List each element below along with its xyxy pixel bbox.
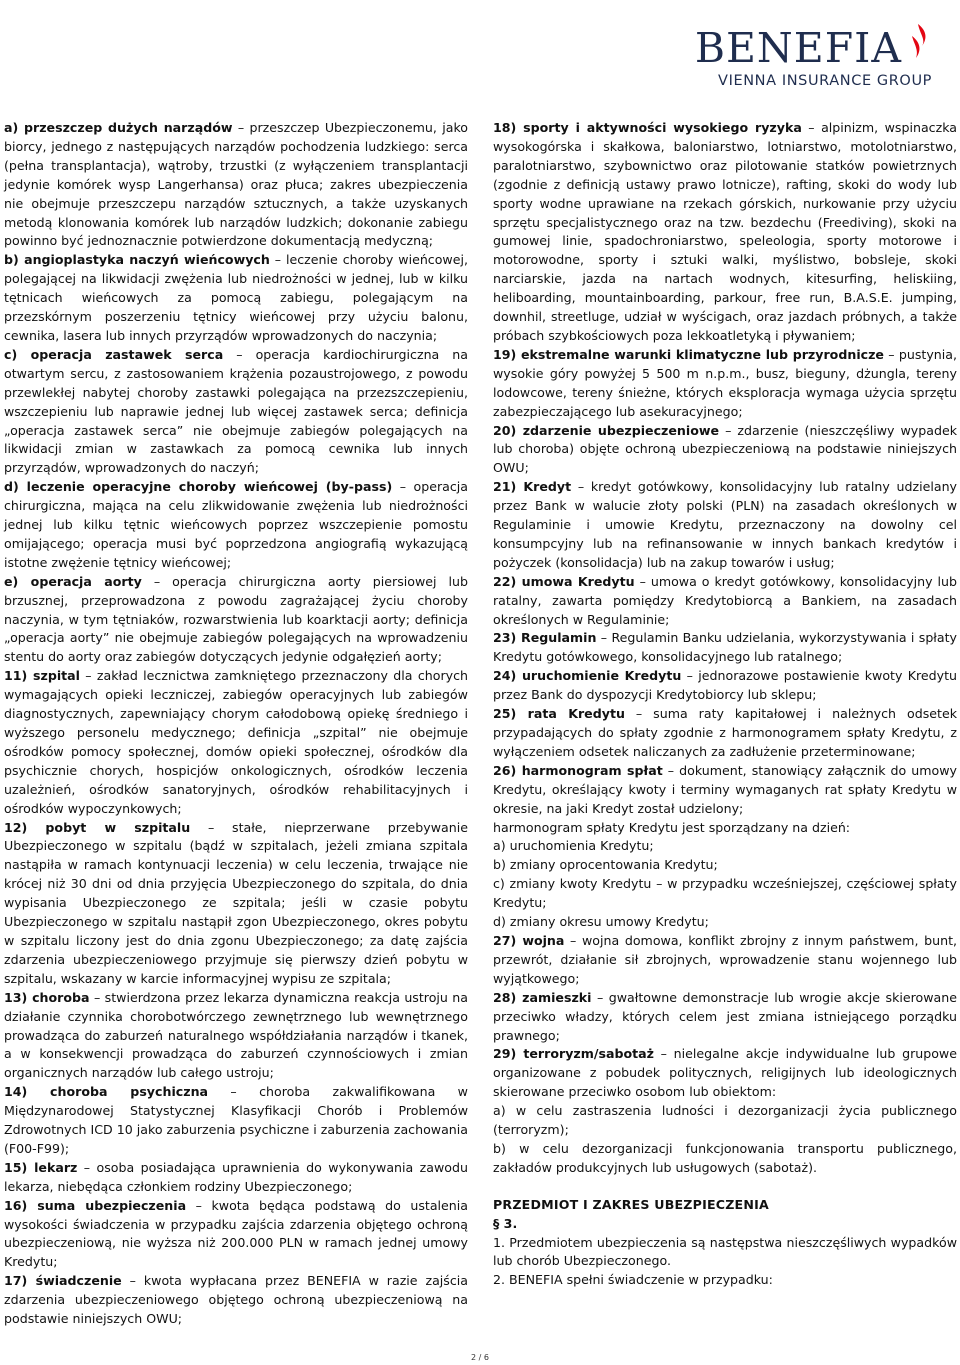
definition-item — [4, 251, 468, 346]
definition-text: – operacja chirurgiczna aorty piersiowej lub brzusznej, przeprowadzona z powodu zagrażającej życiu choroby naczynia, w tym tętniaków, rozwarstwienia lub koarktacji aorty; definicja „operacja aorty” nie obejmuje zabiegów polegających na wprowadzeniu stentu do aorty oraz zabiegów dotyczących jedynie odgałęzień aorty; — [4, 573, 468, 665]
schedule-subitem — [493, 856, 957, 875]
definition-item — [493, 478, 957, 573]
definition-term: d) leczenie operacyjne choroby wieńcowej (by-pass) — [4, 479, 393, 495]
definition-item — [493, 705, 957, 762]
definition-item — [493, 667, 957, 705]
definition-text: – zakład lecznictwa zamkniętego przeznaczony dla chorych wymagających opieki leczniczej, zabiegów operacyjnych lub zabiegów diagnostycznych, zapewniający chorym całodobową opiekę średniego i wyższego personelu medycznego; definicja „szpital” nie obejmuje ośrodków pomocy społecznej, domów opieki społecznej, ośrodków dla psychicznie chorych, hospicjów onkologicznych, ośrodków leczenia uzależnień, ośrodków sanatoryjnych, ośrodków rehabilitacyjnych i ośrodków wypoczynkowych; — [4, 668, 468, 816]
definition-text: – kredyt gotówkowy, konsolidacyjny lub ratalny udzielany przez Bank w walucie złoty polski (PLN) na zasadach określonych w Regulaminie i umowie Kredytu, przeznaczony na dowolny cel konsumpcyjny lub na refinansowanie w innych bankach kredytów i pożyczek (konsolidacja) lub na zakup towarów i usług; — [493, 479, 957, 570]
definition-item — [493, 1045, 957, 1102]
definition-text: – pustynia, wysokie góry powyżej 5 500 m n.p.m., busz, bieguny, dżungla, tereny lodowcowe, tereny śnieżne, których eksploracja wymaga użycia sprzętu zabezpieczającego lub asekuracyjnego; — [493, 346, 957, 419]
definition-item — [4, 573, 468, 668]
definition-text: – stwierdzona przez lekarza dynamiczna reakcja ustroju na działanie czynnika chorobotwórczego zewnętrznego lub wewnętrznego prowadząca do zaburzeń naturalnego współdziałania narządów i tkanek, a w konsekwencji prowadząca do zaburzeń czynnościowych i zmian organicznych narządów lub całego ustroju; — [4, 989, 468, 1081]
definition-item — [493, 932, 957, 989]
definition-text: a) uruchomienia Kredytu; — [493, 838, 654, 854]
benefia-logo — [694, 18, 932, 89]
definition-term: 23) Regulamin — [493, 630, 597, 646]
definition-item — [4, 1197, 468, 1273]
definition-term: 20) zdarzenie ubezpieczeniowe — [493, 422, 720, 438]
definition-item — [493, 989, 957, 1046]
definition-text: harmonogram spłaty Kredytu jest sporządzany na dzień: — [493, 819, 851, 835]
definition-item — [493, 629, 957, 667]
definition-text: – operacja kardiochirurgiczna na otwartym sercu, z zastosowaniem krążenia pozaustrojowego, z powodu przewlekłej nabytej choroby zastawki polegająca na przezszczepieniu, wszczepieniu lub naprawie jednej lub więcej zastawek serca; definicja „operacja zastawek serca” nie obejmuje zabiegów polegających na likwidacji zmian w zastawkach za pomocą cewnika lub innych przyrządów, wprowadzonych do naczyń; — [4, 346, 468, 476]
definition-item — [493, 346, 957, 422]
definition-text: a) w celu zastraszenia ludności i dezorganizacji życia publicznego (terroryzm); — [493, 1103, 957, 1138]
schedule-subitem — [493, 913, 957, 932]
definition-item — [4, 478, 468, 573]
schedule-subitem — [493, 875, 957, 913]
definition-text: – Regulamin Banku udzielania, wykorzystywania i spłaty Kredytu gotówkowego, konsolidacyjnego lub ratalnego; — [493, 630, 957, 665]
definition-text: d) zmiany okresu umowy Kredytu; — [493, 914, 709, 930]
definition-text: – zdarzenie (nieszczęśliwy wypadek lub choroba) objęte ochroną ubezpieczeniową na podstawie niniejszych OWU; — [493, 422, 957, 476]
definition-term: 18) sporty i aktywności wysokiego ryzyka — [493, 120, 802, 135]
schedule-intro — [493, 819, 957, 838]
left-column — [4, 119, 468, 1329]
definition-term: 14) choroba psychiczna — [4, 1084, 209, 1100]
definition-item — [4, 819, 468, 989]
definition-item — [493, 422, 957, 479]
definition-term: 19) ekstremalne warunki klimatyczne lub przyrodnicze — [493, 346, 884, 362]
definition-text: – kwota będąca podstawą do ustalenia wysokości świadczenia w przypadku zajścia zdarzenia objętego ochroną ubezpieczeniową, nie wyższa niż 200.000 PLN w ramach jednej umowy Kredytu; — [4, 1197, 468, 1270]
section-item: 2. BENEFIA spełni świadczenie w przypadku: — [493, 1272, 773, 1288]
definition-term: 21) Kredyt — [493, 479, 572, 495]
definition-text: – gwałtowne demonstracje lub wrogie akcje skierowane przeciwko władzy, których celem jest zmiana istniejącego porządku prawnego; — [493, 989, 957, 1043]
schedule-subitem — [493, 837, 957, 856]
definition-item — [4, 1272, 468, 1329]
definition-term: 29) terroryzm/sabotaż — [493, 1046, 654, 1062]
definition-term: 28) zamieszki — [493, 989, 592, 1005]
definition-term: 15) lekarz — [4, 1159, 78, 1175]
definition-term: 16) suma ubezpieczenia — [4, 1197, 187, 1213]
definition-text: b) zmiany oprocentowania Kredytu; — [493, 857, 718, 873]
definition-item — [4, 1083, 468, 1159]
definition-text: – nielegalne akcje indywidualne lub grupowe organizowane z pobudek politycznych, religijnych lub ideologicznych skierowane przeciwko osobom lub obiektom: — [493, 1046, 957, 1100]
definition-text: – alpinizm, wspinaczka wysokogórska i skałkowa, baloniarstwo, lotniarstwo, motolotniarstwo, paralotniarstwo, szybownictwo oraz pilotowanie statków powietrznych (zgodnie z definicją ustawy prawo lotnicze), rafting, skoki do wody lub sporty wodne uprawiane na rzekach górskich, nurkowanie przy użyciu sprzętu specjalistycznego oraz na tzw. bezdechu (Freediving), skoki na gumowej linie, spadochroniarstwo, speleologia, sporty motorowe i motorowodne, sporty i sztuki walki, myślistwo, bobsleje, skoki narciarskie, jazda na nartach wodnych, kitesurfing, heliskiing, heliboarding, mountainboarding, parkour, free run, B.A.S.E. jumping, downhil, streetluge, udział w wyścigach, oraz jazdach próbnych, a także próbach szybkościowych poza lekkoatletyką i pływaniem; — [493, 120, 957, 343]
definition-term: 26) harmonogram spłat — [493, 762, 663, 778]
definition-term: 11) szpital — [4, 668, 80, 684]
section-heading: PRZEDMIOT I ZAKRES UBEZPIECZENIA — [493, 1196, 769, 1212]
definition-term: 13) choroba — [4, 989, 90, 1005]
definition-term: 12) pobyt w szpitalu — [4, 819, 191, 835]
section-item: 1. Przedmiotem ubezpieczenia są następstwa nieszczęśliwych wypadków lub chorób Ubezpieczonego. — [493, 1234, 957, 1269]
definition-text: – leczenie choroby wieńcowej, polegającej na likwidacji zwężenia lub niedrożności w jednej, lub w kilku tętnicach wieńcowych za pomocą zabiegu, polegającym na przezskórnym poszerzeniu tętnicy wieńcowej przy użyciu balonu, cewnika, lasera lub innych przyrządów wprowadzonych do naczynia; — [4, 252, 468, 343]
logo-wordmark: BENEFIA — [694, 24, 902, 72]
definition-term: 24) uruchomienie Kredytu — [493, 668, 682, 684]
terrorism-subitem — [493, 1102, 957, 1140]
definition-text: c) zmiany kwoty Kredytu – w przypadku wcześniejszej, częściowej spłaty Kredytu; — [493, 876, 957, 911]
definition-term: e) operacja aorty — [4, 573, 142, 589]
definition-item — [493, 119, 957, 346]
definition-item — [4, 1159, 468, 1197]
definition-text: – osoba posiadająca uprawnienia do wykonywania zawodu lekarza, niebędąca członkiem rodziny Ubezpieczonego; — [4, 1159, 468, 1194]
definition-text: – suma raty kapitałowej i należnych odsetek przypadających do spłaty zgodnie z harmonogramem spłaty Kredytu, z wyłączeniem odsetek naliczanych za zadłużenie przeterminowane; — [493, 706, 957, 759]
paragraph-number: § 3. — [493, 1215, 518, 1231]
definition-term: b) angioplastyka naczyń wieńcowych — [4, 252, 270, 268]
definition-text: – dokument, stanowiący załącznik do umowy Kredytu, określający kwoty i terminy wymaganych rat spłaty Kredytu w okresie, na jaki Kredyt został udzielony; — [493, 762, 958, 816]
definition-text: – stałe, nieprzerwane przebywanie Ubezpieczonego w szpitalu (bądź w szpitalach, jeżeli zmiana szpitala nastąpiła w ramach kontynuacji leczenia) w celu leczenia, trwające nie krócej niż 30 dni od dnia przyjęcia Ubezpieczonego do szpitala, do dnia wypisania Ubezpieczonego ze szpitala; jeśli w czasie pobytu Ubezpieczonego w szpitalu nastąpił zgon Ubezpieczonego, okres pobytu w szpitalu liczony jest do dnia zgonu Ubezpieczonego; za datę zajścia zdarzenia ubezpieczeniowego przyjmuje się pierwszy dzień pobytu w szpitalu, wskazany w karcie informacyjnej wypisu ze szpitala; — [4, 819, 468, 986]
definition-item — [4, 989, 468, 1084]
logo-subtitle: VIENNA INSURANCE GROUP — [718, 73, 932, 89]
right-column — [493, 119, 957, 1290]
definition-text: – operacja chirurgiczna, mająca na celu zlikwidowanie zwężenia lub niedrożności jednej lub kilku tętnic wieńcowych poprzez wszczepienie pomostu omijającego; operacja musi być poprzedzona angiografią wykazującą istotne zwężenie tętnicy wieńcowej; — [4, 479, 468, 570]
definition-text: – umowa o kredyt gotówkowy, konsolidacyjny lub ratalny, zawarta pomiędzy Kredytobiorcą a Bankiem, na zasadach określonych w Regulaminie; — [493, 573, 957, 627]
definition-text: – wojna domowa, konflikt zbrojny z innym państwem, bunt, przewrót, działanie sił zbrojnych, wprowadzenie stanu wojennego lub wyjątkowego; — [493, 932, 958, 986]
definition-text: – jednorazowe postawienie kwoty Kredytu przez Bank do dyspozycji Kredytobiorcy lub sklepu; — [493, 668, 957, 703]
definition-text: – przeszczep Ubezpieczonemu, jako biorcy, jednego z następujących narządów pochodzenia ludzkiego: serca (pełna transplantacja), wątroby, trzustki (z wyłączeniem transplantacji jedynie komórek wysp Langerhansa) oraz płuca; zakres ubezpieczenia nie obejmuje przeszczepu narządów sztucznych, a także uzyskanych metodą klonowania komórek lub narządów ludzkich; dokonanie zabiegu powinno być jednoznacznie potwierdzone dokumentacją medyczną; — [4, 120, 468, 249]
definition-text: – choroba zakwalifikowana w Międzynarodowej Statystycznej Klasyfikacji Chorób i Problemów Zdrowotnych ICD 10 jako zaburzenia psychiczne i zaburzenia zachowania (F00-F99); — [4, 1084, 468, 1156]
terrorism-subitem — [493, 1140, 957, 1178]
definition-term: 25) rata Kredytu — [493, 706, 625, 722]
definition-term: 22) umowa Kredytu — [493, 573, 635, 589]
definition-text: b) w celu dezorganizacji funkcjonowania transportu publicznego, zakładów produkcyjnych lub usługowych (sabotaż). — [493, 1140, 957, 1175]
definition-term: 17) świadczenie — [4, 1273, 122, 1289]
definition-term: c) operacja zastawek serca — [4, 346, 224, 362]
definition-term: a) przeszczep dużych narządów — [4, 120, 233, 135]
page-number: 2 / 6 — [471, 1353, 489, 1362]
definition-item — [4, 346, 468, 478]
definition-item — [493, 762, 957, 819]
definition-item — [4, 119, 468, 251]
definition-term: 27) wojna — [493, 932, 565, 948]
logo-flame-icon — [906, 22, 932, 62]
definition-item — [4, 667, 468, 818]
definition-item — [493, 573, 957, 630]
definition-text: – kwota wypłacana przez BENEFIA w razie zajścia zdarzenia ubezpieczeniowego objętego ochroną ubezpieczeniową na podstawie niniejszych OWU; — [4, 1273, 468, 1327]
